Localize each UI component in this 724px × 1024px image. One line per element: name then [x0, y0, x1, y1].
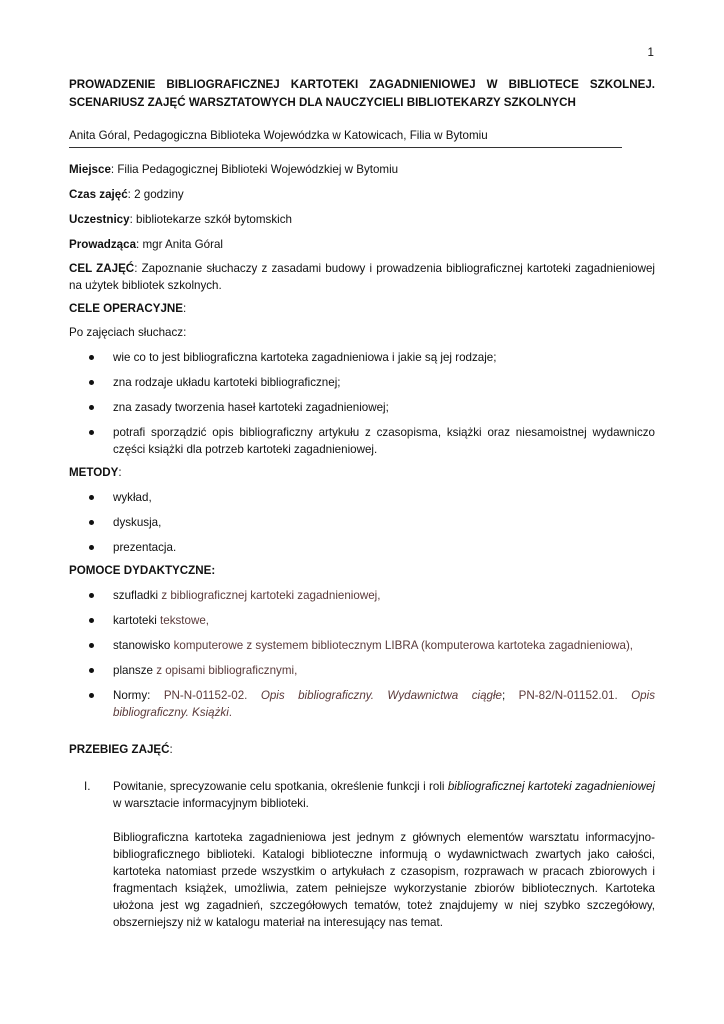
- author-line: Anita Góral, Pedagogiczna Biblioteka Wojewódzka w Katowicach, Filia w Bytomiu: [69, 127, 622, 148]
- przebieg-step-1: I. Powitanie, sprecyzowanie celu spotkania, określenie funkcji i roli bibliograficznej kartoteki zagadnieniowej w warsztacie informacyjnym biblioteki.: [84, 780, 655, 810]
- bullet-icon: [89, 545, 94, 550]
- page-number: 1: [647, 46, 654, 59]
- field-value: : bibliotekarze szkół bytomskich: [129, 213, 292, 226]
- bullet-icon: [89, 405, 94, 410]
- cele-intro: Po zajęciach słuchacz:: [69, 326, 187, 339]
- field-uczestnicy: [69, 211, 655, 228]
- list-item: wykład,: [69, 489, 655, 506]
- field-value: : Filia Pedagogicznej Biblioteki Wojewódzkiej w Bytomiu: [110, 163, 399, 176]
- bullet-icon: [89, 643, 94, 648]
- document-title: [69, 76, 655, 111]
- list-item: potrafi sporządzić opis bibliograficzny artykułu z czasopisma, książki oraz niesamoistnej wydawniczo części książki dla potrzeb kartoteki zagadnieniowej.: [69, 424, 655, 458]
- pomoce-list: [69, 587, 655, 721]
- bullet-icon: [89, 495, 94, 500]
- list-item: zna zasady tworzenia haseł kartoteki zagadnieniowej;: [69, 399, 655, 416]
- section-metody: METODY:: [69, 466, 122, 479]
- field-label: Czas zajęć: [69, 188, 128, 201]
- title-line-1: PROWADZENIE BIBLIOGRAFICZNEJ KARTOTEKI ZAGADNIENIOWEJ W BIBLIOTECE SZKOLNEJ.: [69, 78, 655, 91]
- section-przebieg: PRZEBIEG ZAJĘĆ:: [69, 743, 173, 756]
- bullet-icon: [89, 593, 94, 598]
- bullet-icon: [89, 618, 94, 623]
- field-label: Miejsce: [69, 163, 111, 176]
- bullet-icon: [89, 668, 94, 673]
- list-item: dyskusja,: [69, 514, 655, 531]
- field-value: : mgr Anita Góral: [136, 238, 224, 251]
- list-item: szufladki z bibliograficznej kartoteki zagadnieniowej,: [69, 587, 655, 604]
- document-content: [69, 76, 655, 931]
- field-value: : Zapoznanie słuchaczy z zasadami budowy i prowadzenia bibliograficznej kartoteki zagadnieniowej na użytek bibliotek szkolnych.: [69, 262, 655, 292]
- bullet-icon: [89, 355, 94, 360]
- field-label: Prowadząca: [69, 238, 137, 251]
- section-cele-operacyjne: CELE OPERACYJNE:: [69, 302, 187, 315]
- section-pomoce: POMOCE DYDAKTYCZNE:: [69, 564, 216, 577]
- title-line-2: SCENARIUSZ ZAJĘĆ WARSZTATOWYCH DLA NAUCZYCIELI BIBLIOTEKARZY SZKOLNYCH: [69, 95, 576, 109]
- list-item: wie co to jest bibliograficzna kartoteka zagadnieniowa i jakie są jej rodzaje;: [69, 349, 655, 366]
- field-czas: [69, 186, 655, 203]
- field-label: Uczestnicy: [69, 213, 130, 226]
- cele-list: [69, 349, 655, 458]
- bullet-icon: [89, 693, 94, 698]
- list-item: kartoteki tekstowe,: [69, 612, 655, 629]
- list-item: plansze z opisami bibliograficznymi,: [69, 662, 655, 679]
- przebieg-paragraph: Bibliograficzna kartoteka zagadnieniowa jest jednym z głównych elementów warsztatu informacyjno-bibliograficznego biblioteki. Katalogi biblioteczne informują o wydawnictwach zwartych jako całości, kartoteka natomiast przede wszystkim o artykułach z czasopism, rozprawach w pracach zbiorowych i fragmentach książek, umożliwia, zatem pełniejsze wykorzystanie zbiorów bibliotecznych. Kartoteka ułożona jest wg zagadnień, szczegółowych tematów, toteż znajdujemy w niej szybko szczegółowy, obszerniejszy niż w katalogu materiał na interesujący nas temat.: [113, 831, 655, 929]
- list-item: prezentacja.: [69, 539, 655, 556]
- bullet-icon: [89, 520, 94, 525]
- metody-list: [69, 489, 655, 556]
- bullet-icon: [89, 430, 94, 435]
- list-item-normy: Normy: PN-N-01152-02. Opis bibliograficzny. Wydawnictwa ciągłe; PN-82/N-01152.01. Opis bibliograficzny. Książki.: [69, 687, 655, 721]
- list-item: stanowisko komputerowe z systemem bibliotecznym LIBRA (komputerowa kartoteka zagadnieniowa),: [69, 637, 655, 654]
- bullet-icon: [89, 380, 94, 385]
- step-number: I.: [84, 780, 91, 793]
- field-value: : 2 godziny: [127, 188, 184, 201]
- field-label: CEL ZAJĘĆ: [69, 262, 135, 275]
- field-miejsce: [69, 161, 655, 178]
- field-cel: [69, 260, 655, 294]
- list-item: zna rodzaje układu kartoteki bibliograficznej;: [69, 374, 655, 391]
- field-prowadzaca: [69, 236, 655, 253]
